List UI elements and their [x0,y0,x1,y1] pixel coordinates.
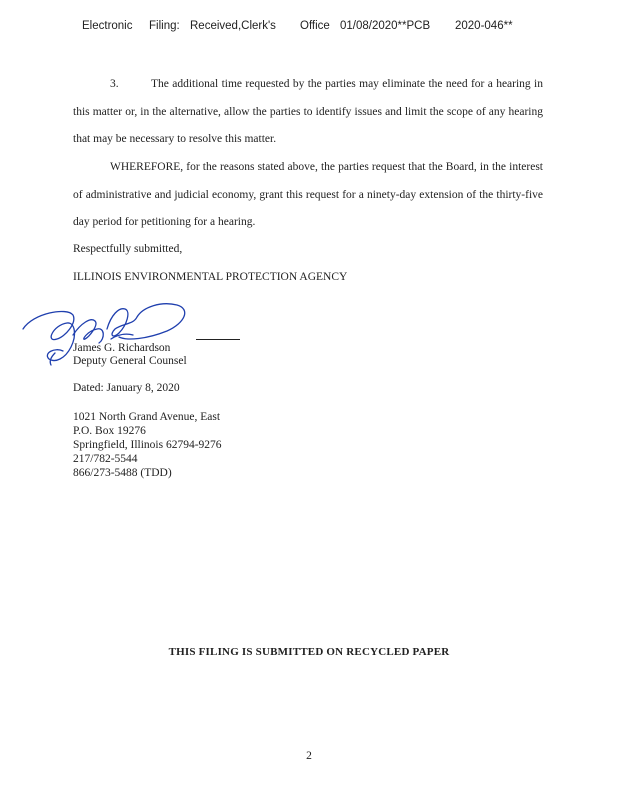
agency-name: ILLINOIS ENVIRONMENTAL PROTECTION AGENCY [73,271,348,283]
wherefore-paragraph [73,154,543,237]
paragraph-3-number: 3. [110,78,119,90]
header-filing-date: 01/08/2020**PCB [340,20,431,32]
closing-line: Respectfully submitted, [73,243,183,255]
filing-header [0,20,618,38]
address-street: 1021 North Grand Avenue, East [73,411,221,423]
signature-line [196,339,240,340]
recycled-paper-notice: THIS FILING IS SUBMITTED ON RECYCLED PAPER [168,646,450,658]
dated-line: Dated: January 8, 2020 [73,382,180,394]
header-docket-number: 2020-046** [455,20,513,32]
header-word-electronic: Electronic [82,20,133,32]
wherefore-text: WHEREFORE, for the reasons stated above, the parties request that the Board, in the interest of administrative and judicial economy, grant this request for a ninety-day extension of the thirty-five day period for petitioning for a hearing. [73,161,543,228]
paragraph-3-text: The additional time requested by the parties may eliminate the need for a hearing in this matter or, in the alternative, allow the parties to identify issues and limit the scope of any hearing that may be necessary to resolve this matter. [73,78,543,145]
address-tdd: 866/273-5488 (TDD) [73,467,172,479]
header-word-office: Office [300,20,330,32]
address-po-box: P.O. Box 19276 [73,425,146,437]
signer-name: James G. Richardson [73,342,171,354]
page-number: 2 [306,750,312,762]
header-word-filing: Filing: [149,20,180,32]
paragraph-3 [73,71,543,154]
address-phone: 217/782-5544 [73,453,138,465]
header-word-received: Received,Clerk's [190,20,276,32]
address-city: Springfield, Illinois 62794-9276 [73,439,222,451]
signer-title: Deputy General Counsel [73,355,187,367]
